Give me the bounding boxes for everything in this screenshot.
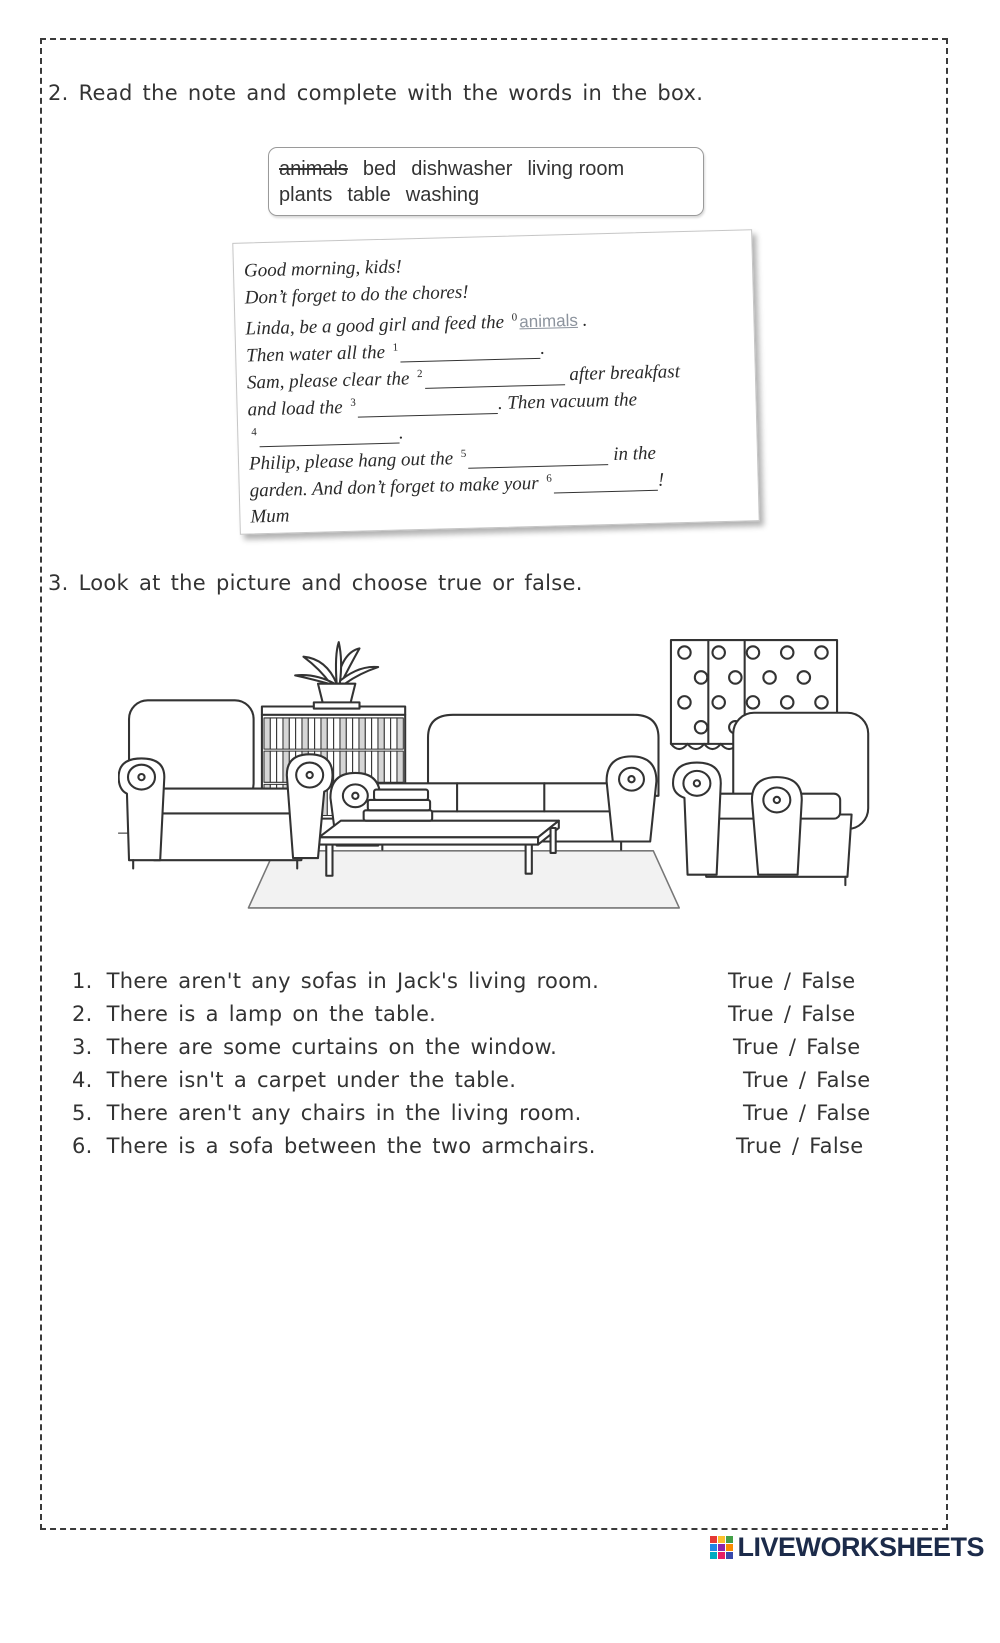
statement-row <box>72 1099 932 1132</box>
true-option[interactable]: True <box>728 1002 774 1026</box>
word-box-row <box>279 156 703 182</box>
book-spine <box>378 751 384 782</box>
book-spine <box>353 718 359 749</box>
statement-text: There aren't any chairs in the living room. <box>106 1101 582 1125</box>
curtain-dot <box>712 696 724 708</box>
word-dishwasher: dishwasher <box>411 158 513 180</box>
book-spine <box>270 751 276 782</box>
curtain-dot <box>815 646 827 658</box>
note-signature: Mum <box>250 505 290 528</box>
exercise-3-heading: 3. Look at the picture and choose true or false. <box>48 571 583 595</box>
note-text: . Then vacuum the <box>497 389 638 414</box>
statement-number: 1. <box>72 969 93 993</box>
statement-row <box>72 1033 932 1066</box>
word-plants: plants <box>279 184 333 206</box>
statement-number: 5. <box>72 1101 93 1125</box>
statement-number: 4. <box>72 1068 93 1092</box>
curtain-dot <box>763 671 775 683</box>
false-option[interactable]: False <box>801 1002 856 1026</box>
book-spine <box>308 718 314 749</box>
false-option[interactable]: False <box>816 1101 871 1125</box>
blank-number: 3 <box>350 396 356 409</box>
book-spine <box>270 718 276 749</box>
curtain-dot <box>729 671 741 683</box>
curtain-dot <box>678 696 690 708</box>
true-false-choice <box>728 967 855 995</box>
note-text: . <box>582 309 588 331</box>
book-spine <box>296 718 302 749</box>
book-spine <box>372 718 378 749</box>
logo-block <box>726 1544 733 1551</box>
word-bed: bed <box>362 158 397 180</box>
carpet <box>248 851 679 908</box>
choice-separator: / <box>798 1068 807 1092</box>
curtain-dot <box>747 646 759 658</box>
exercise-2-heading: 2. Read the note and complete with the words in the box. <box>48 81 704 105</box>
choice-separator: / <box>783 1002 792 1026</box>
choice-separator: / <box>791 1134 800 1158</box>
book-spine <box>315 718 321 749</box>
book-spine <box>365 718 371 749</box>
answer-blank-6[interactable] <box>554 471 658 493</box>
statement-text: There are some curtains on the window. <box>106 1035 558 1059</box>
book-spine <box>327 718 333 749</box>
statement-row <box>72 1132 932 1165</box>
true-option[interactable]: True <box>733 1035 779 1059</box>
book-spine <box>378 718 384 749</box>
statement-row <box>72 1066 932 1099</box>
note-text: Philip, please hang out the <box>248 448 454 475</box>
book-spine <box>264 751 270 782</box>
curtain-dot <box>695 671 707 683</box>
note-text: after breakfast <box>569 361 681 386</box>
blank-number: 6 <box>546 472 552 485</box>
false-option[interactable]: False <box>801 969 856 993</box>
choice-separator: / <box>798 1101 807 1125</box>
note-text: Then water all the <box>245 341 386 367</box>
logo-block <box>710 1536 717 1543</box>
true-option[interactable]: True <box>728 969 774 993</box>
false-option[interactable]: False <box>806 1035 861 1059</box>
plant <box>295 642 378 708</box>
note-reminder: Don’t forget to do the chores! <box>244 281 469 309</box>
blank-number: 2 <box>416 367 423 381</box>
statement-number: 3. <box>72 1035 93 1059</box>
true-option[interactable]: True <box>743 1068 789 1092</box>
true-false-choice <box>728 1000 855 1028</box>
books <box>364 790 433 821</box>
true-false-choice <box>743 1099 870 1127</box>
note-card <box>232 229 759 535</box>
logo-block <box>710 1544 717 1551</box>
curtain-dot <box>712 646 724 658</box>
choice-separator: / <box>783 969 792 993</box>
note-text: garden. And don’t forget to make your <box>249 472 539 502</box>
curtain-dot <box>815 696 827 708</box>
note-text: and load the <box>247 397 343 421</box>
book-spine <box>277 751 283 782</box>
note-text: in the <box>612 442 657 465</box>
note-text: ! <box>657 469 665 491</box>
answer-blank-3[interactable] <box>358 394 498 417</box>
note-text: Sam, please clear the <box>246 368 410 394</box>
book-spine <box>334 718 340 749</box>
statement-row <box>72 1000 932 1033</box>
curtain-dot <box>747 696 759 708</box>
logo-block <box>718 1552 725 1559</box>
note-text: . <box>539 337 546 359</box>
example-number: 0 <box>511 311 518 324</box>
statement-text: There is a lamp on the table. <box>106 1002 437 1026</box>
statement-text: There is a sofa between the two armchairs. <box>106 1134 596 1158</box>
word-table: table <box>347 184 391 206</box>
true-option[interactable]: True <box>736 1134 782 1158</box>
word-washing: washing <box>405 184 480 206</box>
book-spine <box>391 751 397 782</box>
logo-block <box>718 1544 725 1551</box>
curtain-dot <box>695 721 707 733</box>
book-spine <box>397 751 403 782</box>
curtain-dot <box>781 696 793 708</box>
liveworksheets-logo[interactable] <box>710 1532 984 1562</box>
book-spine <box>384 718 390 749</box>
book-spine <box>340 718 346 749</box>
false-option[interactable]: False <box>816 1068 871 1092</box>
statement-text: There aren't any sofas in Jack's living room. <box>106 969 600 993</box>
statement-number: 6. <box>72 1134 93 1158</box>
book-spine <box>321 718 327 749</box>
book-spine <box>359 718 365 749</box>
curtain-dot <box>781 646 793 658</box>
true-false-choice <box>733 1033 860 1061</box>
curtain-dot <box>678 646 690 658</box>
statement-number: 2. <box>72 1002 93 1026</box>
brand-name: LIVEWORKSHEETS <box>737 1532 984 1562</box>
word-box-row <box>279 182 703 208</box>
true-false-list <box>72 967 932 1165</box>
logo-block <box>718 1536 725 1543</box>
blank-number: 4 <box>251 426 257 439</box>
book-spine <box>391 718 397 749</box>
statement-text: There isn't a carpet under the table. <box>106 1068 517 1092</box>
living-room-picture <box>118 638 873 910</box>
book-spine <box>397 718 403 749</box>
logo-block <box>726 1536 733 1543</box>
curtain-dot <box>798 671 810 683</box>
word-living-room: living room <box>527 158 625 180</box>
example-answer: animals <box>519 310 579 332</box>
note-text: . <box>398 422 404 444</box>
note-text: Linda, be a good girl and feed the <box>245 311 505 340</box>
word-box <box>268 147 704 216</box>
blank-number: 1 <box>392 341 399 354</box>
choice-separator: / <box>788 1035 797 1059</box>
true-false-choice <box>743 1066 870 1094</box>
book-spine <box>283 718 289 749</box>
book-spine <box>384 751 390 782</box>
logo-block <box>726 1552 733 1559</box>
statement-row <box>72 967 932 1000</box>
book-spine <box>277 718 283 749</box>
book-spine <box>289 718 295 749</box>
true-false-choice <box>736 1132 863 1160</box>
book-spine <box>346 718 352 749</box>
blank-number: 5 <box>460 447 467 460</box>
book-spine <box>302 718 308 749</box>
word-animals: animals <box>279 158 348 180</box>
logo-block <box>710 1552 717 1559</box>
true-option[interactable]: True <box>743 1101 789 1125</box>
false-option[interactable]: False <box>809 1134 864 1158</box>
liveworksheets-logo-icon <box>710 1536 733 1559</box>
book-spine <box>264 718 270 749</box>
note-greeting: Good morning, kids! <box>243 256 403 282</box>
